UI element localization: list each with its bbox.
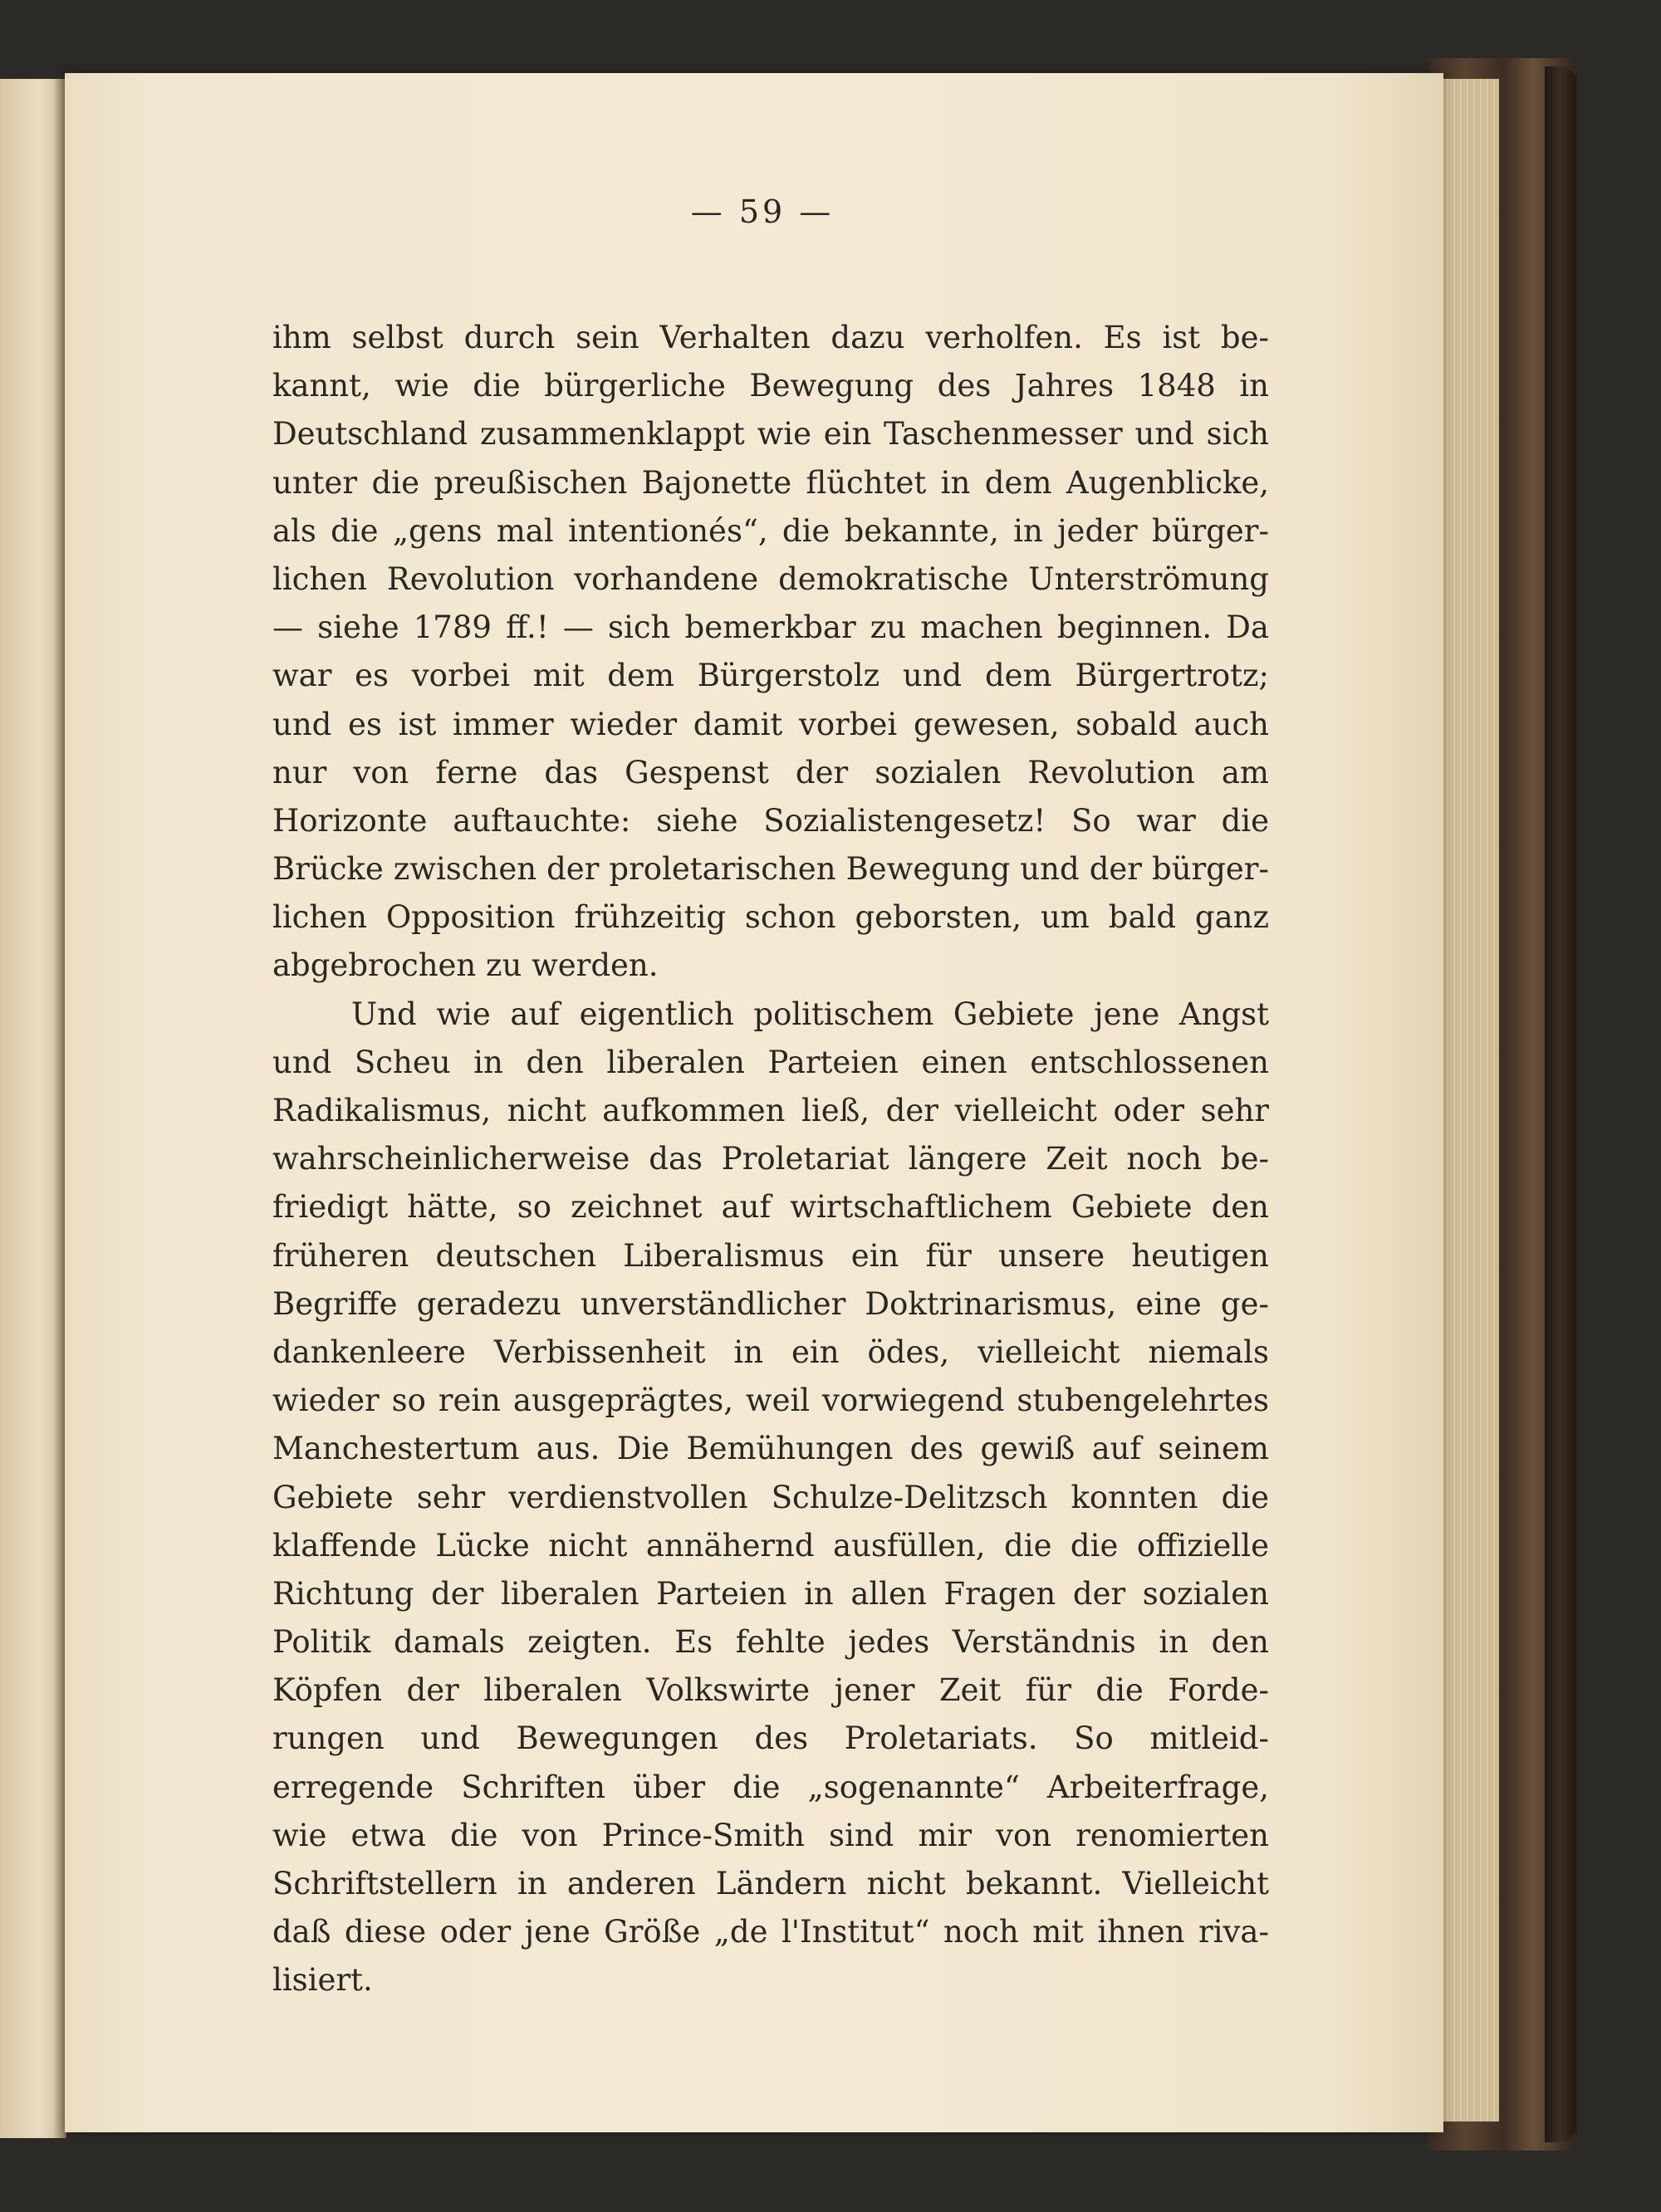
text-line: Manchestertum aus. Die Bemühungen des gewiß auf seinem: [272, 1431, 1269, 1467]
text-line: erregende Schriften über die „sogenannte“ Arbeiterfrage,: [272, 1769, 1269, 1805]
text-line: Begriffe geradezu unverständlicher Doktrinarismus, eine ge-: [272, 1285, 1269, 1322]
text-line: lichen Opposition frühzeitig schon geborsten, um bald ganz: [272, 899, 1269, 936]
book-page: [65, 73, 1443, 2132]
text-line: Gebiete sehr verdienstvollen Schulze-Delitzsch konnten die: [272, 1479, 1269, 1515]
text-line: klaffende Lücke nicht annähernd ausfüllen, die die offizielle: [272, 1527, 1269, 1564]
text-line: ihm selbst durch sein Verhalten dazu verholfen. Es ist be-: [272, 320, 1269, 355]
text-line: als die „gens mal intentionés“, die bekannte, in jeder bürger-: [272, 512, 1269, 549]
text-line: Köpfen der liberalen Volkswirte jener Zeit für die Forde-: [272, 1672, 1269, 1709]
text-line: und es ist immer wieder damit vorbei gewesen, sobald auch: [272, 706, 1269, 742]
text-line: Und wie auf eigentlich politischem Gebiete jene Angst: [351, 996, 1269, 1032]
book-cover-edge: [1545, 66, 1576, 2142]
text-line: Horizonte auftauchte: siehe Sozialistengesetz! So war die: [272, 802, 1269, 839]
text-line: nur von ferne das Gespenst der sozialen Revolution am: [272, 754, 1269, 790]
text-line: war es vorbei mit dem Bürgerstolz und dem Bürgertrotz;: [272, 658, 1269, 694]
text-line: wieder so rein ausgeprägtes, weil vorwiegend stubengelehrtes: [272, 1382, 1269, 1419]
text-line: daß diese oder jene Größe „de l'Institut“ noch mit ihnen riva-: [272, 1914, 1269, 1950]
text-line: lisiert.: [272, 1962, 373, 1999]
text-line: dankenleere Verbissenheit in ein ödes, vielleicht niemals: [272, 1334, 1269, 1370]
text-line: Politik damals zeigten. Es fehlte jedes Verständnis in den: [272, 1624, 1269, 1661]
text-line: früheren deutschen Liberalismus ein für unsere heutigen: [272, 1237, 1269, 1274]
text-line: Schriftstellern in anderen Ländern nicht bekannt. Vielleicht: [272, 1866, 1269, 1901]
page-number: — 59 —: [690, 193, 835, 230]
text-line: — siehe 1789 ff.! — sich bemerkbar zu machen beginnen. Da: [272, 609, 1269, 646]
text-line: und Scheu in den liberalen Parteien einen entschlossenen: [272, 1044, 1269, 1080]
text-line: Richtung der liberalen Parteien in allen Fragen der sozialen: [272, 1575, 1269, 1612]
text-line: Deutschland zusammenklappt wie ein Taschenmesser und sich: [272, 416, 1269, 453]
text-line: Brücke zwischen der proletarischen Bewegung und der bürger-: [272, 851, 1269, 888]
text-line: unter die preußischen Bajonette flüchtet in dem Augenblicke,: [272, 464, 1269, 501]
text-line: lichen Revolution vorhandene demokratische Unterströmung: [272, 560, 1269, 597]
text-line: wahrscheinlicherweise das Proletariat längere Zeit noch be-: [272, 1141, 1269, 1177]
page-stack-edges: [1437, 79, 1499, 2121]
text-line: Radikalismus, nicht aufkommen ließ, der vielleicht oder sehr: [272, 1093, 1269, 1128]
text-line: wie etwa die von Prince-Smith sind mir von renomierten: [272, 1817, 1269, 1853]
text-line: friedigt hätte, so zeichnet auf wirtschaftlichem Gebiete den: [272, 1189, 1269, 1226]
text-line: rungen und Bewegungen des Proletariats. So mitleid-: [272, 1720, 1269, 1757]
text-line: abgebrochen zu werden.: [272, 947, 659, 984]
text-line: kannt, wie die bürgerliche Bewegung des Jahres 1848 in: [272, 368, 1269, 404]
body-text: [272, 314, 1269, 2005]
